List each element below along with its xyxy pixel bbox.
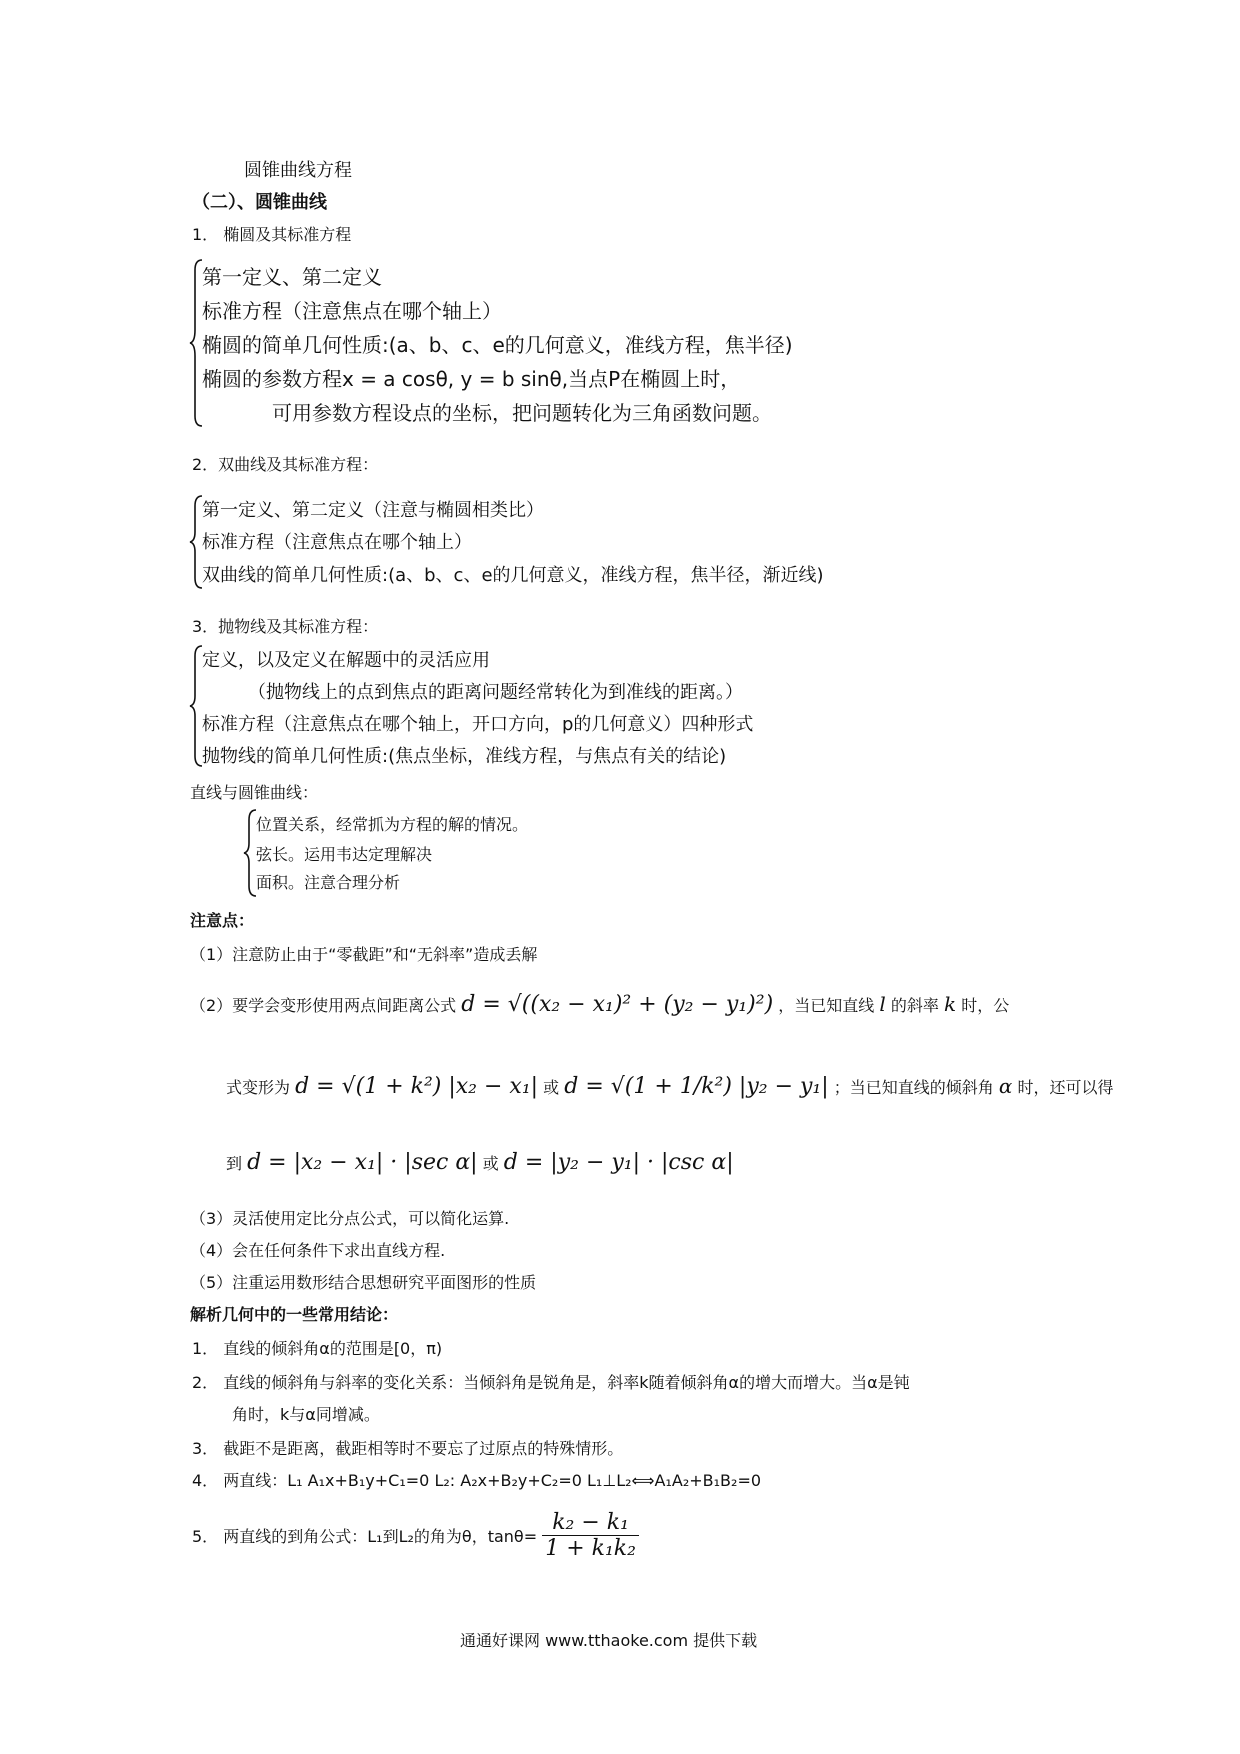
ellipse-heading: 1． 椭圆及其标准方程	[192, 225, 352, 244]
parabola-item-4: 抛物线的简单几何性质:(焦点坐标，准线方程，与焦点有关的结论)	[202, 746, 727, 767]
formula-csc: d = |y₂ − y₁| · |csc α|	[503, 1150, 734, 1175]
note-4: （4）会在任何条件下求出直线方程.	[190, 1241, 446, 1260]
footer-text: 通通好课网 www.tthaoke.com 提供下载	[460, 1631, 758, 1650]
line-conic-item-3: 面积。注意合理分析	[256, 873, 401, 892]
hyperbola-item-3: 双曲线的简单几何性质:(a、b、c、e的几何意义，准线方程，焦半径，渐近线)	[202, 565, 824, 586]
notes-heading: 注意点：	[190, 911, 255, 930]
angle-formula-fraction	[542, 1510, 639, 1561]
parabola-item-3: 标准方程（注意焦点在哪个轴上，开口方向，p的几何意义）四种形式	[202, 714, 754, 735]
ellipse-item-2: 标准方程（注意焦点在哪个轴上）	[202, 299, 502, 323]
formula-sec: d = |x₂ − x₁| · |sec α|	[247, 1150, 478, 1175]
section-heading: （二）、圆锥曲线	[192, 192, 327, 213]
fraction-numerator: k₂ − k₁	[542, 1510, 639, 1536]
ellipse-item-1: 第一定义、第二定义	[202, 265, 382, 289]
parabola-item-2: （抛物线上的点到焦点的距离问题经常转化为到准线的距离。）	[248, 682, 743, 703]
note-3: （3）灵活使用定比分点公式，可以简化运算.	[190, 1209, 510, 1228]
ellipse-item-4: 椭圆的参数方程x = a cosθ, y = b sinθ,当点P在椭圆上时，	[202, 367, 741, 391]
hyperbola-item-2: 标准方程（注意焦点在哪个轴上）	[202, 532, 472, 553]
formula-slope-y: d = √(1 + 1/k²) |y₂ − y₁|	[564, 1074, 829, 1099]
conclusion-1: 1． 直线的倾斜角α的范围是[0，π)	[192, 1339, 443, 1358]
line-conic-item-1: 位置关系，经常抓为方程的解的情况。	[256, 815, 529, 834]
conclusions-heading: 解析几何中的一些常用结论：	[190, 1305, 399, 1324]
parabola-heading: 3．抛物线及其标准方程：	[192, 617, 379, 636]
line-conic-item-2: 弦长。运用韦达定理解决	[256, 845, 433, 864]
note-2-line-2: 式变形为 d = √(1 + k²) |x₂ − x₁| 或 d = √(1 + 1/k²) |y₂ − y₁| ；当已知直线的倾斜角 α 时，还可以得	[226, 1074, 1114, 1099]
fraction-denominator: 1 + k₁k₂	[545, 1536, 636, 1561]
note-1: （1）注意防止由于“零截距”和“无斜率”造成丢解	[190, 945, 538, 964]
conclusion-4: 4． 两直线：L₁ A₁x+B₁y+C₁=0 L₂: A₂x+B₂y+C₂=0 L₁⊥L₂⟺A₁A₂+B₁B₂=0	[192, 1471, 762, 1490]
line-conic-heading: 直线与圆锥曲线：	[190, 783, 319, 802]
conclusion-3: 3． 截距不是距离，截距相等时不要忘了过原点的特殊情形。	[192, 1439, 624, 1458]
conclusion-2b: 角时，k与α同增减。	[232, 1405, 380, 1424]
conclusion-2a: 2． 直线的倾斜角与斜率的变化关系：当倾斜角是锐角是，斜率k随着倾斜角α的增大而增大。当α是钝	[192, 1373, 910, 1392]
note-2-line-1: （2）要学会变形使用两点间距离公式 d = √((x₂ − x₁)² + (y₂ − y₁)²) ，当已知直线 l 的斜率 k 时，公	[190, 992, 1010, 1017]
conclusion-5: 5． 两直线的到角公式：L₁到L₂的角为θ，tanθ= $\frac{\text{k₂ − k₁}}{\text{1 + k₁k₂}}$	[192, 1510, 639, 1561]
distance-formula: d = √((x₂ − x₁)² + (y₂ − y₁)²)	[461, 992, 774, 1017]
ellipse-item-5: 可用参数方程设点的坐标，把问题转化为三角函数问题。	[272, 401, 772, 425]
hyperbola-item-1: 第一定义、第二定义（注意与椭圆相类比）	[202, 500, 544, 521]
note-2-line-3: 到 d = |x₂ − x₁| · |sec α| 或 d = |y₂ − y₁| · |csc α|	[226, 1150, 734, 1175]
hyperbola-heading: 2．双曲线及其标准方程：	[192, 455, 379, 474]
page-title: 圆锥曲线方程	[244, 160, 352, 181]
note-5: （5）注重运用数形结合思想研究平面图形的性质	[190, 1273, 537, 1292]
ellipse-item-3: 椭圆的简单几何性质:(a、b、c、e的几何意义，准线方程，焦半径)	[202, 333, 793, 357]
parabola-item-1: 定义，以及定义在解题中的灵活应用	[202, 650, 490, 671]
formula-slope-x: d = √(1 + k²) |x₂ − x₁|	[295, 1074, 539, 1099]
